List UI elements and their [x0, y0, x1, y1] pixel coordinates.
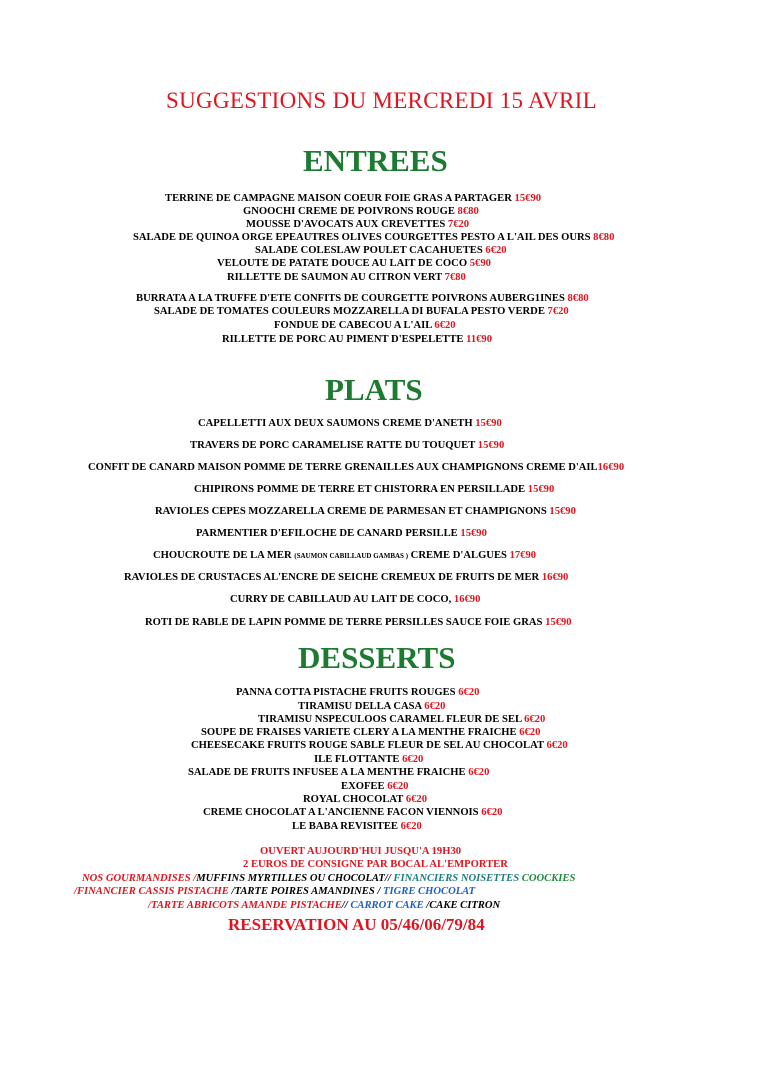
dish-name: RILLETTE DE PORC AU PIMENT D'ESPELETTE [222, 334, 467, 345]
dish-price: 17€90 [509, 550, 537, 561]
dish-price: 8€80 [567, 293, 589, 304]
plats-item [124, 572, 568, 583]
desserts-item [236, 687, 479, 698]
dish-price: 16€90 [541, 572, 569, 583]
dish-price: 6€20 [400, 821, 422, 832]
plats-item [153, 550, 536, 561]
desserts-item [188, 767, 489, 778]
dish-name: TERRINE DE CAMPAGNE MAISON COEUR FOIE GRAS A PARTAGER [165, 193, 515, 204]
dish-detail: (SAUMON CABILLAUD GAMBAS ) [294, 552, 409, 560]
dish-name: SALADE COLESLAW POULET CACAHUETES [255, 245, 486, 256]
dish-name: ROYAL CHOCOLAT [303, 794, 406, 805]
dish-price: 15€90 [545, 617, 572, 628]
desserts-item [298, 701, 445, 712]
entrees-item [136, 293, 589, 304]
dish-price: 6€20 [481, 807, 503, 818]
dish-name: MOUSSE D'AVOCATS AUX CREVETTES [246, 219, 448, 230]
dish-name: RAVIOLES DE CRUSTACES AL'ENCRE DE SEICHE CREMEUX DE FRUITS DE MER [124, 572, 542, 583]
dish-price: 15€90 [527, 484, 555, 495]
gourmandises-line-2 [74, 886, 475, 897]
dish-name: CHIPIRONS POMME DE TERRE ET CHISTORRA EN PERSILLADE [194, 484, 528, 495]
dish-name: CHEESECAKE FRUITS ROUGE SABLE FLEUR DE SEL AU CHOCOLAT [191, 740, 547, 751]
plats-item [194, 484, 554, 495]
dish-price: 6€20 [468, 767, 490, 778]
gourmandise-text: TIGRE CHOCOLAT [383, 886, 476, 897]
dish-price: 6€20 [434, 320, 456, 331]
desserts-item [314, 754, 423, 765]
dish-name: FONDUE DE CABECOU A L'AIL [274, 320, 435, 331]
dish-price: 7€20 [447, 219, 470, 230]
gourmandise-text: MUFFINS MYRTILLES OU CHOCOLAT// [196, 873, 394, 884]
desserts-item [292, 821, 422, 832]
entrees-item [165, 193, 541, 204]
dish-price: 7€20 [547, 306, 569, 317]
entrees-item [227, 272, 466, 283]
entrees-item [246, 219, 469, 230]
dish-name: TIRAMISU DELLA CASA [298, 701, 425, 712]
dish-price: 6€20 [402, 754, 424, 765]
dish-price: 6€20 [546, 740, 568, 751]
dish-name: CAPELLETTI AUX DEUX SAUMONS CREME D'ANETH [198, 418, 476, 429]
dish-name: TRAVERS DE PORC CARAMELISE RATTE DU TOUQUET [190, 440, 478, 451]
plats-item [145, 617, 572, 628]
gourmandises-line-1 [82, 873, 575, 884]
plats-item [230, 594, 480, 605]
dish-price: 15€90 [549, 506, 576, 517]
desserts-heading: DESSERTS [298, 640, 456, 675]
dish-price: 6€20 [524, 714, 546, 725]
dish-name: ILE FLOTTANTE [314, 754, 403, 765]
dish-price: 6€20 [519, 727, 541, 738]
dish-name: ROTI DE RABLE DE LAPIN POMME DE TERRE PERSILLES SAUCE FOIE GRAS [145, 617, 546, 628]
gourmandises-line-3 [148, 900, 500, 911]
dish-name: RILLETTE DE SAUMON AU CITRON VERT [227, 272, 445, 283]
plats-item [88, 462, 624, 473]
dish-price: 6€20 [458, 687, 480, 698]
entrees-item [133, 232, 614, 243]
dish-price: 7€80 [444, 272, 466, 283]
opening-hours: OUVERT AUJOURD'HUI JUSQU'A 19H30 [260, 846, 462, 857]
gourmandise-text: /TARTE POIRES AMANDINES / [231, 886, 384, 897]
dish-name: TIRAMISU NSPECULOOS CARAMEL FLEUR DE SEL [258, 714, 525, 725]
plats-heading: PLATS [325, 372, 423, 407]
dish-name: RAVIOLES CEPES MOZZARELLA CREME DE PARMESAN ET CHAMPIGNONS [155, 506, 550, 517]
plats-item [198, 418, 502, 429]
dish-price: 6€20 [424, 701, 446, 712]
gourmandise-text: // [341, 900, 351, 911]
desserts-item [341, 781, 408, 792]
desserts-item [201, 727, 540, 738]
dish-price: 16€90 [597, 462, 625, 473]
dish-name: CONFIT DE CANARD MAISON POMME DE TERRE GRENAILLES AUX CHAMPIGNONS CREME D'AIL [88, 462, 598, 473]
entrees-item [222, 334, 492, 345]
dish-price: 8€80 [457, 206, 479, 217]
gourmandise-text: /FINANCIER CASSIS PISTACHE [74, 886, 232, 897]
dish-name: CURRY DE CABILLAUD AU LAIT DE COCO, [230, 594, 454, 605]
entrees-item [243, 206, 479, 217]
desserts-item [303, 794, 427, 805]
gourmandise-text: COOCKIES [521, 873, 576, 884]
dish-price: 5€90 [469, 258, 491, 269]
gourmandise-text: NOS GOURMANDISES / [82, 873, 197, 884]
dish-price: 15€90 [460, 528, 487, 539]
desserts-item [258, 714, 545, 725]
dish-name: SOUPE DE FRAISES VARIETE CLERY A LA MENTHE FRAICHE [201, 727, 520, 738]
plats-item [190, 440, 504, 451]
dish-name: LE BABA REVISITEE [292, 821, 401, 832]
entrees-heading: ENTREES [303, 143, 448, 178]
gourmandise-text: /TARTE ABRICOTS AMANDE PISTACHE [148, 900, 342, 911]
dish-price: 6€20 [485, 245, 507, 256]
dish-name: BURRATA A LA TRUFFE D'ETE CONFITS DE COURGETTE POIVRONS AUBERG1INES [136, 293, 568, 304]
page-title: SUGGESTIONS DU MERCREDI 15 AVRIL [166, 88, 597, 113]
entrees-item [255, 245, 507, 256]
dish-name: GNOOCHI CREME DE POIVRONS ROUGE [243, 206, 458, 217]
dish-price: 15€90 [477, 440, 505, 451]
entrees-item [274, 320, 456, 331]
entrees-item [154, 306, 569, 317]
dish-name: SALADE DE TOMATES COULEURS MOZZARELLA DI BUFALA PESTO VERDE [154, 306, 548, 317]
dish-name: SALADE DE QUINOA ORGE EPEAUTRES OLIVES COURGETTES PESTO A L'AIL DES OURS [133, 232, 594, 243]
dish-name-continued: CREME D'ALGUES [408, 550, 510, 561]
desserts-item [191, 740, 568, 751]
dish-name: CREME CHOCOLAT A L'ANCIENNE FACON VIENNOIS [203, 807, 482, 818]
dish-price: 6€20 [405, 794, 428, 805]
dish-price: 11€90 [466, 334, 493, 345]
dish-price: 16€90 [453, 594, 481, 605]
gourmandise-text: FINANCIERS NOISETTES [393, 873, 522, 884]
dish-name: PARMENTIER D'EFILOCHE DE CANARD PERSILLE [196, 528, 461, 539]
desserts-item [203, 807, 502, 818]
gourmandise-text: CARROT CAKE [350, 900, 427, 911]
dish-name: EXOFEE [341, 781, 388, 792]
entrees-item [217, 258, 491, 269]
dish-name: PANNA COTTA PISTACHE FRUITS ROUGES [236, 687, 459, 698]
dish-price: 8€80 [593, 232, 615, 243]
dish-price: 15€90 [514, 193, 542, 204]
dish-name: SALADE DE FRUITS INFUSEE A LA MENTHE FRAICHE [188, 767, 469, 778]
dish-name: VELOUTE DE PATATE DOUCE AU LAIT DE COCO [217, 258, 470, 269]
reservation-phone: RESERVATION AU 05/46/06/79/84 [228, 915, 485, 934]
plats-item [155, 506, 576, 517]
plats-item [196, 528, 487, 539]
dish-price: 6€20 [387, 781, 409, 792]
deposit-note: 2 EUROS DE CONSIGNE PAR BOCAL AL'EMPORTER [243, 859, 508, 870]
gourmandise-text: /CAKE CITRON [426, 900, 501, 911]
dish-name: CHOUCROUTE DE LA MER [153, 550, 295, 561]
dish-price: 15€90 [475, 418, 502, 429]
